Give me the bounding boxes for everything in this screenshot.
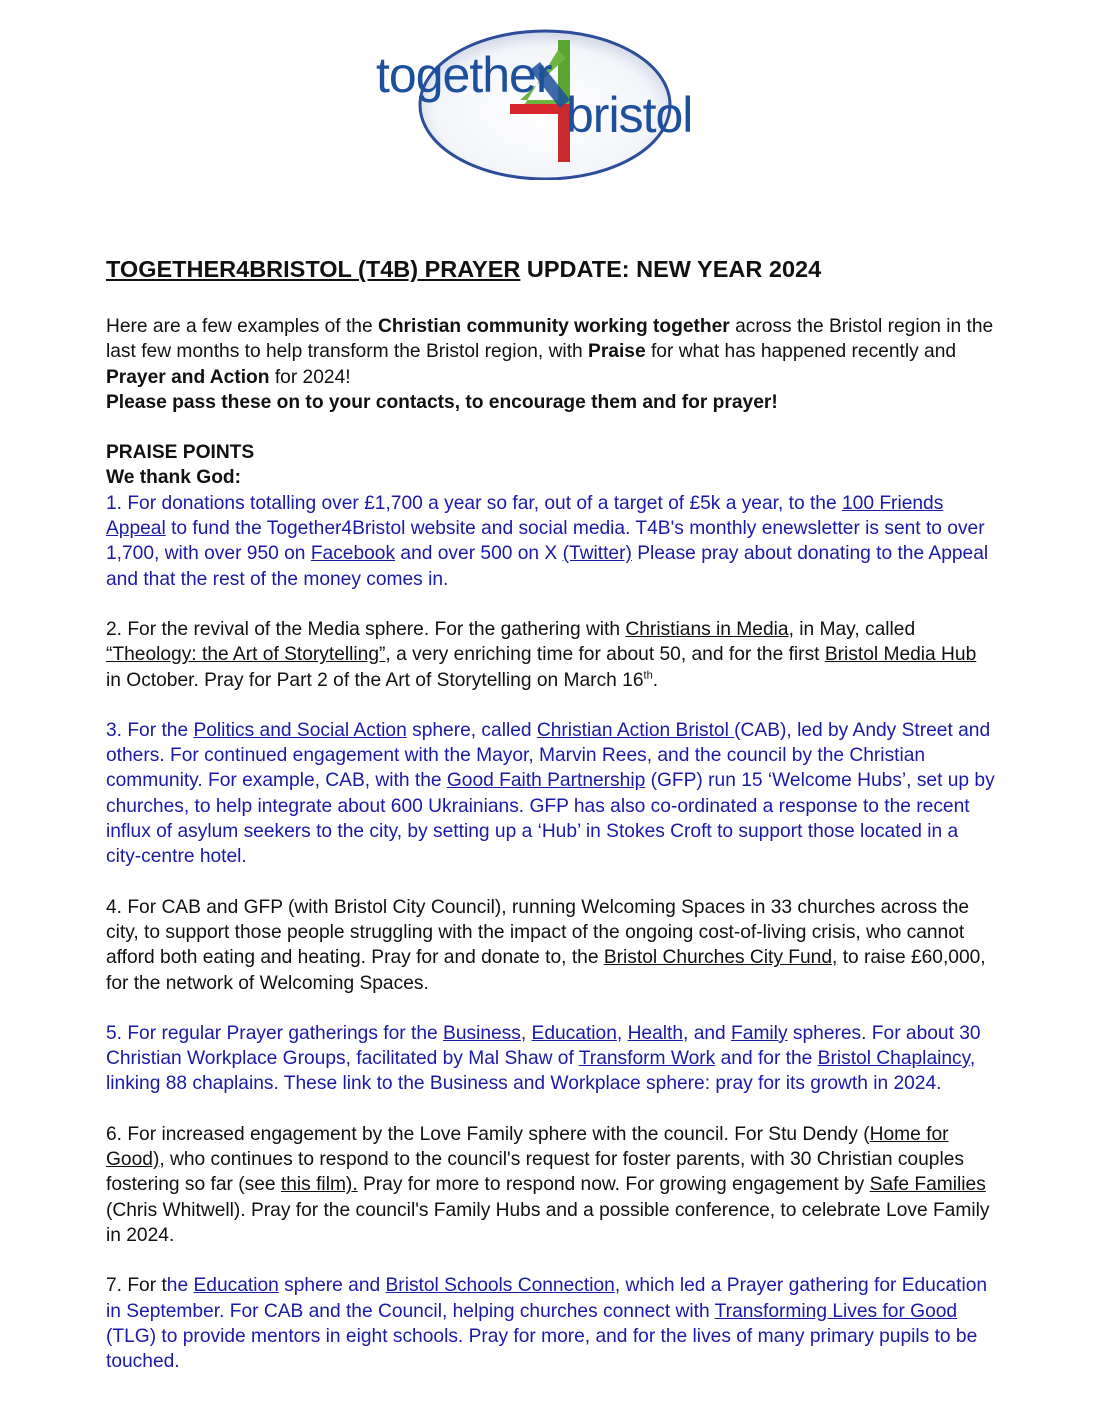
link-good-faith-partnership[interactable]: Good Faith Partnership (446, 770, 646, 792)
item-text: to fund the Together4Bristol website and social media. T4B's monthly enewsletter is sent to over 1,700, with over 950 on (106, 518, 985, 565)
link-100-friends-appeal[interactable]: 100 Friends Appeal (106, 492, 944, 540)
intro-text: across the Bristol region in the last few months to help transform the Bristol region, with (106, 316, 994, 363)
item-text: (TLG) to provide mentors in eight schools. Pray for more, and for the lives of many primary pupils to be touched. (106, 1325, 978, 1373)
together4bristol-logo (370, 10, 720, 180)
item-text: 6. For increased engagement by the Love Family sphere with the council. For Stu Dendy ( (106, 1123, 870, 1145)
item-text: 5. For regular Prayer gatherings for the (106, 1022, 444, 1044)
item-text: , (616, 1022, 628, 1044)
item-text: sphere and (278, 1275, 386, 1297)
intro-bold: Praise (588, 341, 646, 363)
item-text: sphere, called (406, 719, 537, 741)
superscript: th (643, 669, 653, 682)
intro-bold-line (106, 390, 996, 415)
logo-word-bristol: bristol (566, 87, 693, 143)
item-text: (GFP) run 15 ‘Welcome Hubs’, set up by churches, to help integrate about 600 Ukrainians. GFP has also co-ordinated a response to the recent influx of asylum seekers to the city, by setting up a ‘Hub’ in Stokes Croft to support those located in a city-centre hotel. (106, 770, 995, 868)
praise-item-6 (106, 1122, 996, 1248)
item-text: Pray for more to respond now. For growing engagement by (357, 1174, 870, 1196)
link-bristol-chaplaincy[interactable]: Bristol Chaplaincy (817, 1048, 970, 1070)
link-bristol-schools-connection[interactable]: Bristol Schools Connection (385, 1275, 615, 1297)
item-text: in October. Pray for Part 2 of the Art of Storytelling on March 16 (106, 669, 644, 691)
praise-item-1 (106, 491, 996, 592)
intro-bold: Christian community working together (377, 316, 730, 337)
link-bristol-media-hub[interactable]: Bristol Media Hub (824, 644, 977, 666)
intro-section (106, 314, 996, 415)
praise-item-4 (106, 895, 996, 996)
praise-item-2 (106, 617, 996, 693)
item-text: 4. For CAB and GFP (with Bristol City Council), running Welcoming Spaces in 33 churches across the city, to support those people struggling with the impact of the ongoing cost-of-living crisis, who cannot afford both eating and heating. Pray for and donate to, the (106, 896, 970, 969)
intro-text: for 2024! (269, 366, 351, 388)
intro-text: for what has happened recently and (645, 341, 957, 363)
item-text: , who continues to respond to the council's request for foster parents, with 30 Christian couples fostering so far (see (106, 1149, 964, 1196)
link-christians-in-media[interactable]: Christians in Media (625, 618, 789, 640)
item-text: 2. For the revival of the Media sphere. For the gathering with (106, 618, 626, 640)
praise-item-7 (106, 1273, 996, 1374)
item-text: Please pray about donating to the Appeal and that the rest of the money comes in. (106, 543, 989, 590)
item-text: , linking 88 chaplains. These link to the Business and Workplace sphere: pray for its growth in 2024. (106, 1048, 976, 1095)
link-education-sphere[interactable]: Education (193, 1275, 279, 1297)
intro-bold: Prayer and Action (106, 366, 270, 388)
item-text: 3. For the (106, 719, 194, 741)
document-body (106, 254, 996, 1399)
link-bristol-churches-city-fund[interactable]: Bristol Churches City Fund, (603, 947, 838, 969)
title-underlined: TOGETHER4BRISTOL (T4B) PRAYER (106, 256, 521, 282)
item-text: 1. For donations totalling over £1,700 a year so far, out of a target of £5k a year, to the (106, 492, 842, 514)
intro-paragraph (106, 314, 996, 390)
item-text (106, 1275, 987, 1372)
link-business[interactable]: Business (443, 1022, 521, 1044)
item-text: (CAB), led by Andy Street and others. For continued engagement with the Mayor, Marvin Rees, and the council by the Christian community. For example, CAB, with the (106, 719, 991, 792)
praise-item-3 (106, 718, 996, 870)
link-this-film[interactable]: this film). (280, 1174, 358, 1196)
item-text: . (652, 669, 659, 691)
item-text: to raise £60,000, for the network of Welcoming Spaces. (106, 947, 986, 994)
item-text: he (166, 1275, 194, 1297)
link-facebook[interactable]: Facebook (310, 543, 396, 565)
praise-subheading: We thank God: (106, 467, 242, 489)
link-family[interactable]: Family (731, 1022, 788, 1044)
link-safe-families[interactable]: Safe Families (869, 1174, 986, 1196)
link-transform-work[interactable]: Transform Work (578, 1048, 716, 1070)
item-text: , and (683, 1022, 732, 1044)
item-text: , (520, 1022, 532, 1044)
link-art-of-storytelling[interactable]: “Theology: the Art of Storytelling” (106, 644, 386, 666)
link-transforming-lives-for-good[interactable]: Transforming Lives for Good (714, 1300, 958, 1322)
page-title (106, 254, 996, 284)
link-twitter[interactable]: (Twitter) (562, 543, 632, 565)
title-rest: UPDATE: NEW YEAR 2024 (520, 256, 822, 282)
praise-heading: PRAISE POINTS (106, 442, 255, 464)
link-home-for-good[interactable]: Home for Good) (106, 1123, 949, 1171)
logo-word-together: together (376, 47, 552, 103)
link-education[interactable]: Education (531, 1022, 617, 1044)
intro-text: Here are a few examples of the (106, 316, 378, 337)
item-text: and for the (715, 1048, 818, 1070)
link-health[interactable]: Health (627, 1022, 684, 1044)
praise-item-5 (106, 1021, 996, 1097)
item-text: 7. For t (106, 1275, 167, 1297)
item-text: and over 500 on X (395, 543, 563, 565)
link-christian-action-bristol[interactable]: Christian Action Bristol (536, 719, 735, 741)
link-politics-social-action[interactable]: Politics and Social Action (193, 719, 407, 741)
item-text: , a very enriching time for about 50, and for the first (385, 644, 825, 666)
item-text: (Chris Whitwell). Pray for the council's Family Hubs and a possible conference, to celebrate Love Family in 2024. (106, 1199, 990, 1246)
item-text: , in May, called (788, 618, 916, 640)
item-text: spheres. For about 30 Christian Workplace Groups, facilitated by Mal Shaw of (106, 1022, 981, 1070)
intro-bold: Please pass these on to your contacts, to encourage them and for prayer! (106, 391, 778, 413)
item-text: , which led a Prayer gathering for Education in September. For CAB and the Council, helping churches connect with (106, 1275, 988, 1322)
